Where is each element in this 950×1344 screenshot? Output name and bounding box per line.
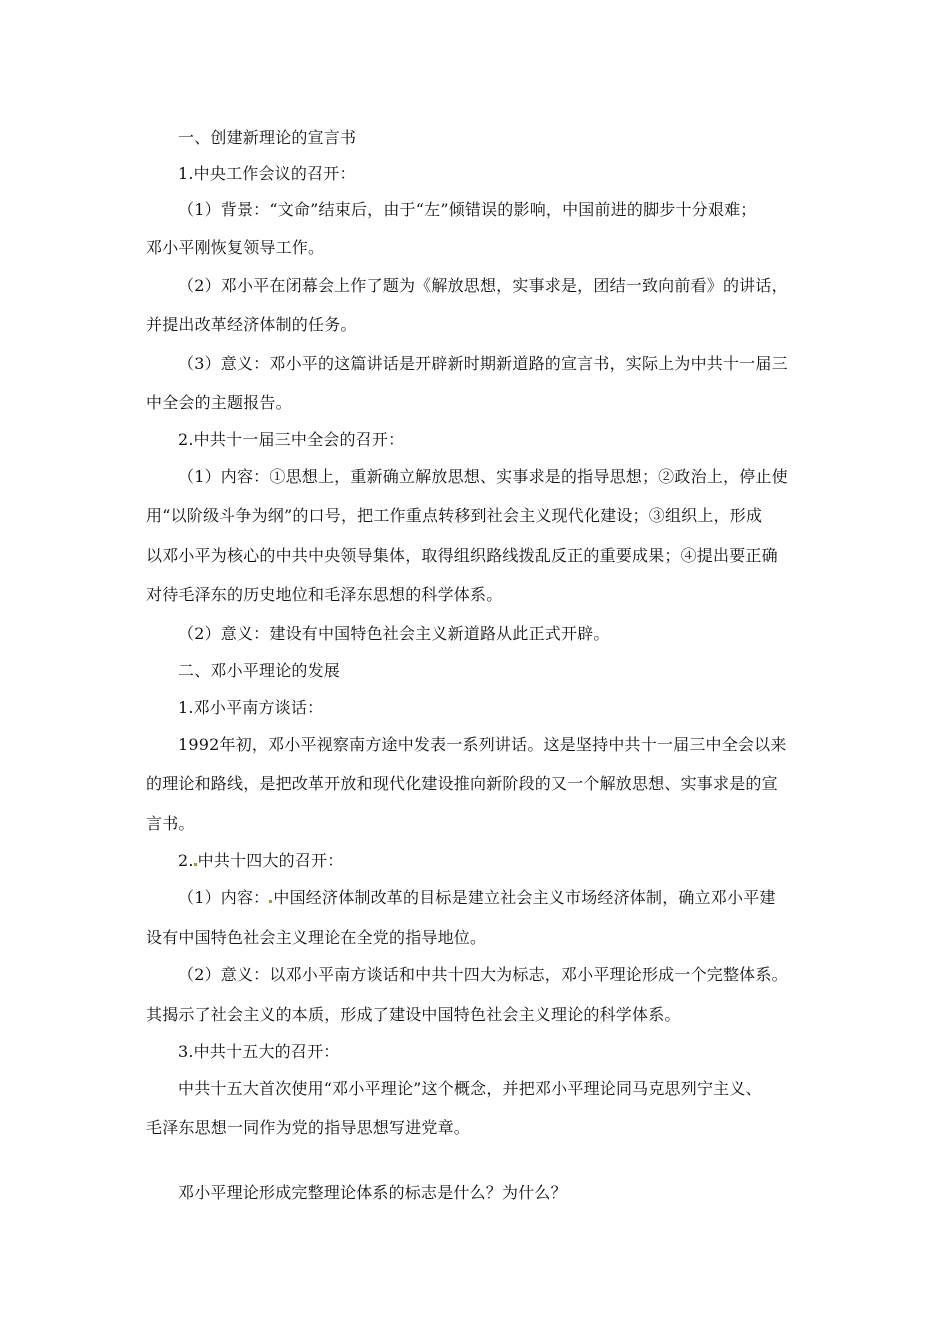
paragraph-line: 言书。 [146,814,195,833]
paragraph-text: 中国经济体制改革的目标是建立社会主义市场经济体制，确立邓小平建 [273,888,776,907]
subheading-2-1: 1.邓小平南方谈话： [178,698,324,717]
paragraph-line: 对待毛泽东的历史地位和毛泽东思想的科学体系。 [146,585,503,604]
subheading-2-3: 3.中共十五大的召开： [178,1042,340,1061]
paragraph-line: （2）意义：建设有中国特色社会主义新道路从此正式开辟。 [178,624,610,643]
paragraph-line [178,888,810,908]
paragraph-line: 的理论和路线，是把改革开放和现代化建设推向新阶段的又一个解放思想、实事求是的宣 [146,774,778,793]
paragraph-line: （3）意义：邓小平的这篇讲话是开辟新时期新道路的宣言书，实际上为中共十一届三 [178,354,788,373]
subheading-1-2: 2.中共十一届三中全会的召开： [178,430,405,449]
section-heading-1: 一、创建新理论的宣言书 [178,128,357,147]
paragraph-line: 并提出改革经济体制的任务。 [146,315,357,334]
paragraph-line: （2）意义：以邓小平南方谈话和中共十四大为标志，邓小平理论形成一个完整体系。 [178,965,788,984]
paragraph-line: 其揭示了社会主义的本质，形成了建设中国特色社会主义理论的科学体系。 [146,1005,681,1024]
paragraph-prefix: （1）内容： [178,888,270,907]
paragraph-line: 中共十五大首次使用“邓小平理论”这个概念，并把邓小平理论同马克思列宁主义、 [178,1079,762,1098]
subheading-text: 中共十四大的召开： [197,851,344,870]
paragraph-line: （2）邓小平在闭幕会上作了题为《解放思想，实事求是，团结一致向前看》的讲话， [178,276,788,295]
paragraph-line: 毛泽东思想一同作为党的指导思想写进党章。 [146,1118,471,1137]
paragraph-line: 中全会的主题报告。 [146,393,292,412]
paragraph-line: 设有中国特色社会主义理论在全党的指导地位。 [146,928,487,947]
subheading-2-2 [178,851,842,871]
section-heading-2: 二、邓小平理论的发展 [178,661,341,680]
mark-dot [269,900,272,903]
paragraph-line: 1992年初，邓小平视察南方途中发表一系列讲话。这是坚持中共十一届三中全会以来 [178,735,787,754]
paragraph-line: 以邓小平为核心的中共中央领导集体，取得组织路线拨乱反正的重要成果；④提出要正确 [146,546,778,565]
paragraph-line: 用“以阶级斗争为纲”的口号，把工作重点转移到社会主义现代化建设；③组织上，形成 [146,506,763,525]
question-text: 邓小平理论形成完整理论体系的标志是什么？为什么？ [178,1183,567,1202]
mark-dot [194,863,197,866]
paragraph-line: 邓小平刚恢复领导工作。 [146,238,325,257]
paragraph-line: （1）内容：①思想上，重新确立解放思想、实事求是的指导思想；②政治上，停止使 [178,467,788,486]
subheading-1-1: 1.中央工作会议的召开： [178,164,356,183]
subheading-number: 2. [178,851,194,870]
paragraph-line: （1）背景：“文命”结束后，由于“左”倾错误的影响，中国前进的脚步十分艰难； [178,200,757,219]
